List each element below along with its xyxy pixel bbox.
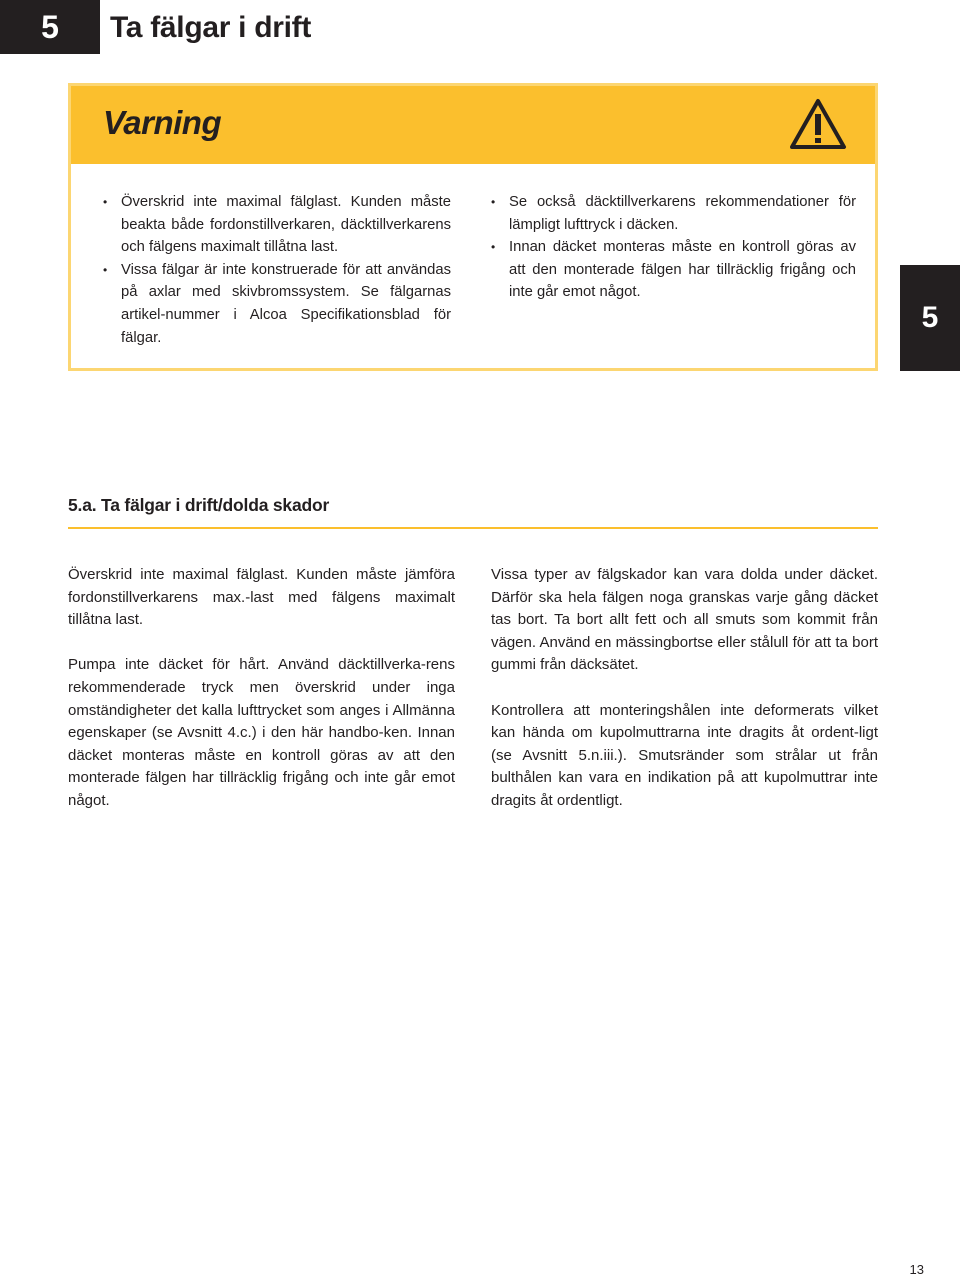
warning-list-item: • Innan däcket monteras måste en kontroll göras av att den monterade fälgen har tillräcklig frigång och inte går emot något. bbox=[491, 236, 856, 304]
warning-left-list bbox=[103, 191, 451, 349]
warning-list-item: • Överskrid inte maximal fälglast. Kunden måste beakta både fordonstillverkaren, däcktillverkarens och fälgens maximalt tillåtna last. bbox=[103, 191, 451, 259]
chapter-side-tab bbox=[900, 265, 960, 371]
body-paragraph: Kontrollera att monteringshålen inte deformerats vilket kan hända om kupolmuttrarna inte dragits åt ordent-ligt (se Avsnitt 5.n.iii.). Smutsränder som strålar ut från bulthålen kan vara en indikation på att kupolmuttrar inte dragits åt ordentligt. bbox=[491, 701, 878, 809]
body-paragraph: Pumpa inte däcket för hårt. Använd däcktillverka-rens rekommenderade tryck men överskrid under inga omständigheter det kalla lufttrycket som anges i Allmänna egenskaper (se Avsnitt 4.c.) i den här handbo-ken. Innan däcket monteras måste en kontroll göras av att den monterade fälgen har tillräcklig frigång och inte går emot något. bbox=[68, 656, 455, 809]
body-paragraph: Vissa typer av fälgskador kan vara dolda under däcket. Därför ska hela fälgen noga granskas varje gång däcket tas bort. Ta bort allt fett och all smuts som kommit från vägen. Använd en mässingbortse eller stålull för att ta bort gummi från däcksätet. bbox=[491, 566, 878, 674]
warning-header bbox=[71, 86, 875, 164]
warning-list-item: • Vissa fälgar är inte konstruerade för att användas på axlar med skivbromssystem. Se fälgarnas artikel-nummer i Alcoa Specifikationsblad för fälgar. bbox=[103, 259, 451, 349]
body-paragraph: Överskrid inte maximal fälglast. Kunden måste jämföra fordonstillverkarens max.-last med fälgens maximalt tillåtna last. bbox=[68, 566, 455, 629]
section-heading: 5.a. Ta fälgar i drift/dolda skador bbox=[68, 495, 330, 515]
chapter-number-badge bbox=[0, 0, 100, 54]
page-number: 13 bbox=[909, 1262, 924, 1277]
chapter-title: Ta fälgar i drift bbox=[110, 11, 312, 44]
warning-right-list bbox=[491, 191, 856, 304]
warning-list-item: • Se också däcktillverkarens rekommendationer för lämpligt lufttryck i däcken. bbox=[491, 191, 856, 236]
warning-right-column bbox=[491, 191, 856, 304]
body-left-column bbox=[68, 564, 455, 835]
section-divider bbox=[68, 527, 878, 529]
warning-left-column bbox=[103, 191, 451, 349]
warning-title: Varning bbox=[103, 104, 222, 141]
warning-box bbox=[68, 83, 878, 371]
body-right-column bbox=[491, 564, 878, 835]
chapter-number: 5 bbox=[41, 8, 59, 45]
side-tab-label: 5 bbox=[921, 301, 939, 334]
warning-triangle-icon bbox=[789, 98, 847, 150]
